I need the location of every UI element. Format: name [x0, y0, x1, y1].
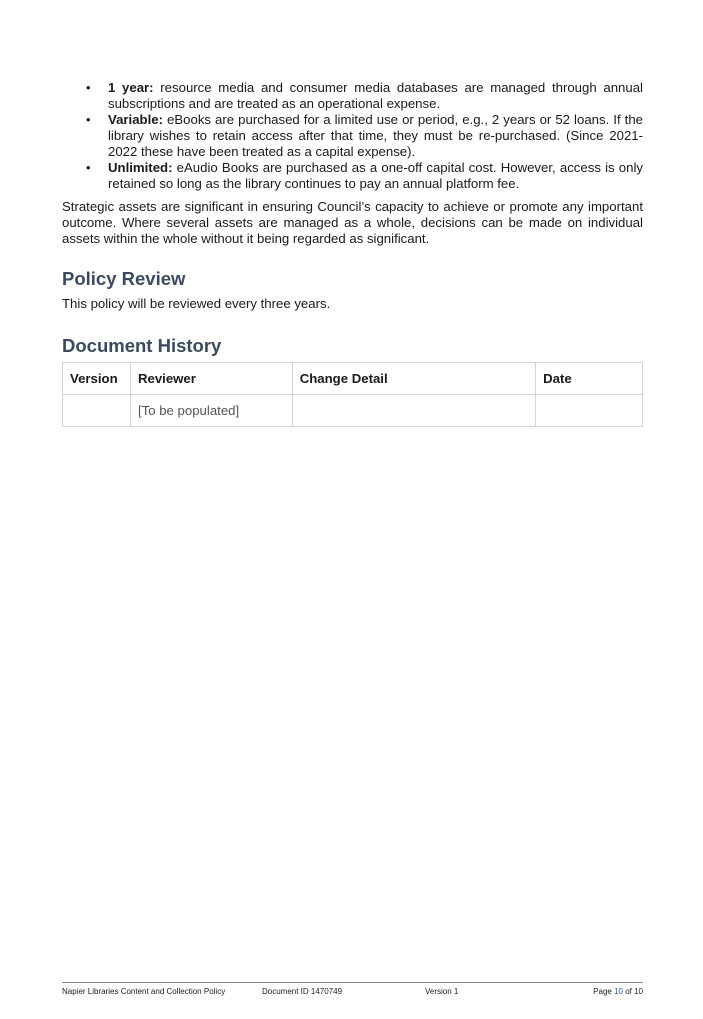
footer-title: Napier Libraries Content and Collection Policy	[62, 987, 226, 996]
column-header-change-detail: Change Detail	[292, 363, 535, 395]
bullet-icon: •	[86, 112, 91, 127]
bullet-text: eBooks are purchased for a limited use or period, e.g., 2 years or 52 loans. If the library wishes to retain access after that time, they must be re-purchased. (Since 2021-2022 these have been treated as a capital expense).	[108, 112, 643, 159]
footer-page-prefix: Page	[593, 987, 615, 996]
document-history-table	[62, 362, 643, 427]
footer-page-suffix: of 10	[622, 987, 643, 996]
column-header-version: Version	[63, 363, 131, 395]
list-item	[62, 160, 643, 192]
list-item	[62, 112, 643, 160]
policy-review-text: This policy will be reviewed every three years.	[62, 296, 331, 311]
cell-version	[63, 395, 131, 427]
bullet-icon: •	[86, 160, 91, 175]
asset-type-list	[62, 80, 643, 192]
bullet-term: 1 year:	[108, 80, 154, 95]
footer-current-page: 10	[614, 987, 623, 996]
document-history-heading: Document History	[62, 335, 222, 356]
footer-document-id: Document ID 1470749	[262, 987, 343, 996]
table-row	[63, 395, 643, 427]
table-header-row	[63, 363, 643, 395]
column-header-reviewer: Reviewer	[130, 363, 292, 395]
bullet-term: Variable:	[108, 112, 163, 127]
bullet-text: resource media and consumer media databases are managed through annual subscriptions and are treated as an operational expense.	[108, 80, 643, 111]
cell-date	[536, 395, 643, 427]
bullet-text: eAudio Books are purchased as a one-off capital cost. However, access is only retained so long as the library continues to pay an annual platform fee.	[108, 160, 643, 191]
cell-change-detail	[292, 395, 535, 427]
strategic-assets-paragraph: Strategic assets are significant in ensuring Council’s capacity to achieve or promote any important outcome. Where several assets are managed as a whole, decisions can be made on individual assets within the whole without it being regarded as significant.	[62, 199, 643, 246]
list-item	[62, 80, 643, 112]
bullet-icon: •	[86, 80, 91, 95]
bullet-term: Unlimited:	[108, 160, 173, 175]
footer-page-number	[593, 987, 643, 996]
cell-reviewer: [To be populated]	[130, 395, 292, 427]
policy-review-heading: Policy Review	[62, 268, 186, 289]
column-header-date: Date	[536, 363, 643, 395]
footer-version: Version 1	[425, 987, 459, 996]
page-footer	[62, 982, 643, 996]
